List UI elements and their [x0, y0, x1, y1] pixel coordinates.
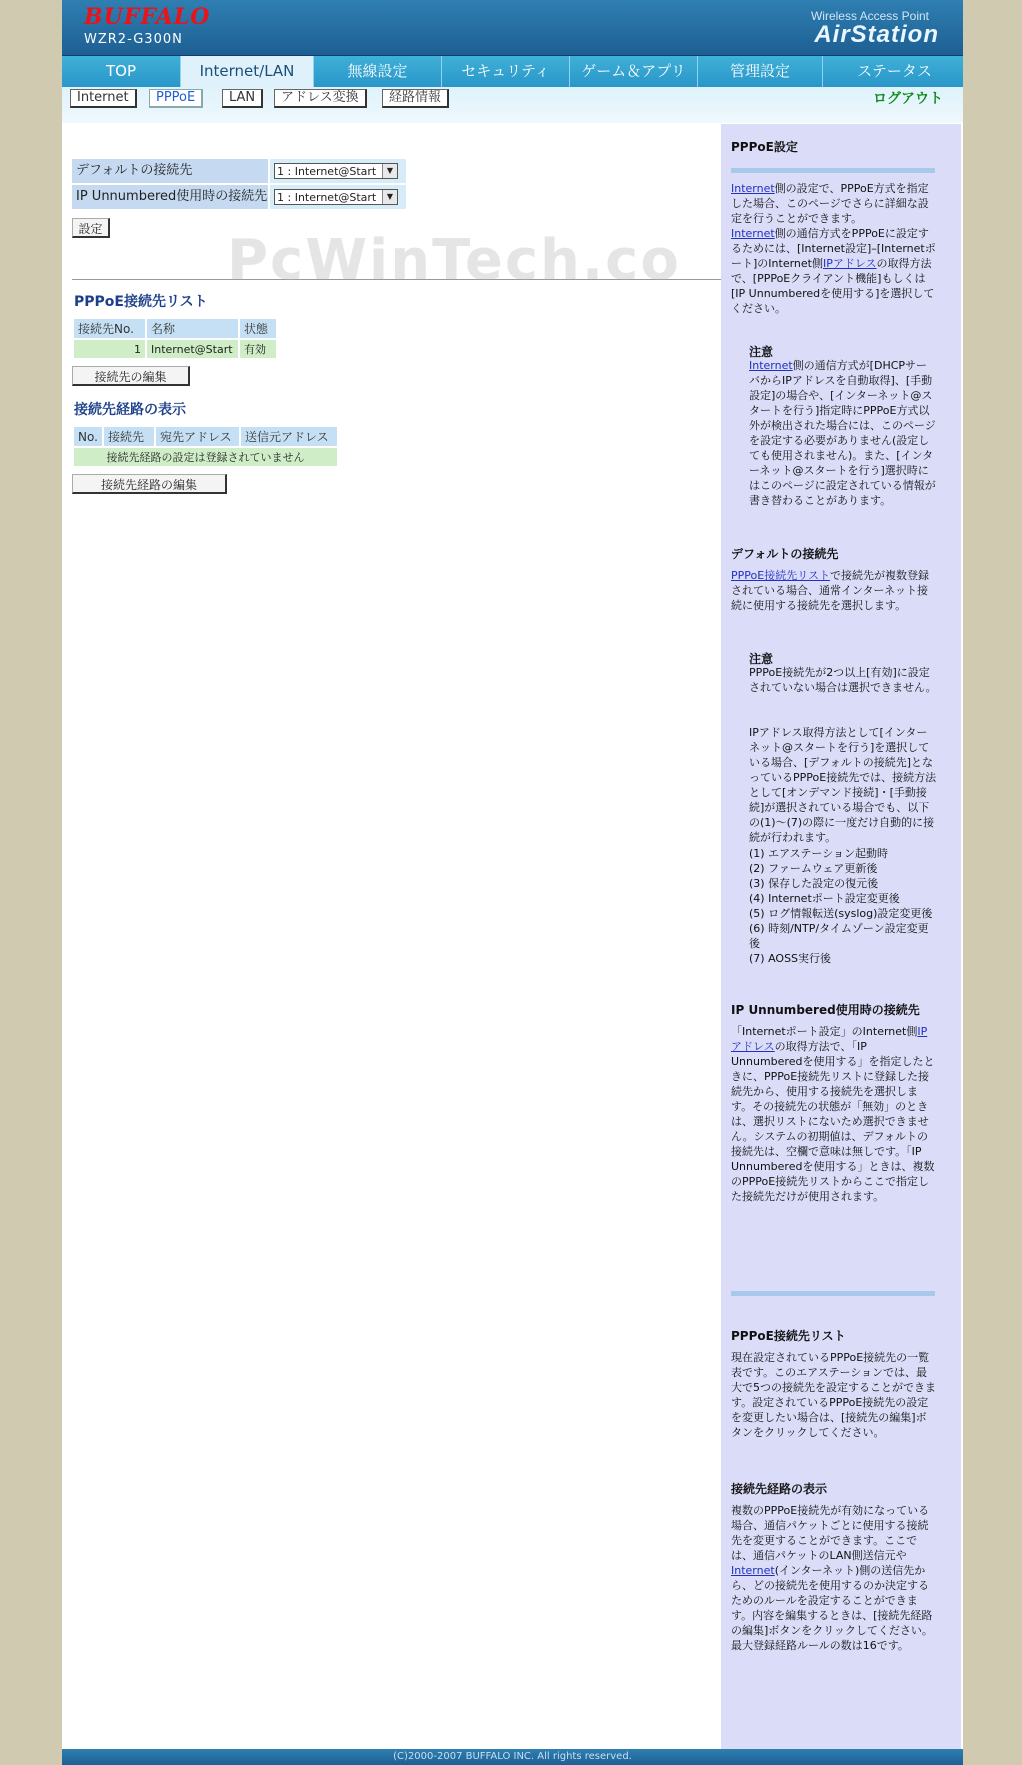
help-text-pppoe [731, 181, 936, 316]
help-text: の取得方法で、「IP Unnumberedを使用する」を指定したときに、PPPoE接続先リストに登録した接続先から、使用する接続先を選択します。その接続先の状態が「無効」のときは、選択リストにないため選択できません。システムの初期値は、デフォルトの接続先は、空欄で意味は無しです。「IP Unnumberedを使用する」ときは、複数のPPPoE接続先リストからここで指定した接続先だけが使用されます。 [731, 1040, 935, 1203]
help-text-pppoe-list: 現在設定されているPPPoE接続先の一覧表です。このエアステーションでは、最大で5つの接続先を設定することができます。設定されているPPPoE接続先の設定を変更したい場合は、[接続先の編集]ボタンをクリックしてください。 [731, 1351, 936, 1439]
ipun-connection-cell [270, 185, 406, 209]
help-note-text: PPPoE接続先が2つ以上[有効]に設定されていない場合は選択できません。 [749, 666, 937, 694]
help-sidebar [721, 124, 961, 1749]
help-link-internet[interactable]: Internet [731, 227, 775, 240]
chevron-down-icon: ▼ [382, 190, 397, 204]
tab-security[interactable]: セキュリティ [442, 56, 570, 87]
help-text: 側の設定で、PPPoE方式を指定した場合、このページでさらに詳細な設定を行うことができます。 [731, 182, 929, 225]
airstation-logo: AirStation [814, 21, 939, 48]
routes-title: 接続先経路の表示 [74, 402, 186, 418]
pppoe-row-status: 有効 [240, 340, 276, 358]
help-link-ip-address[interactable]: IPアドレス [822, 257, 877, 270]
table-row [74, 340, 276, 358]
tab-top[interactable]: TOP [62, 56, 181, 87]
ipun-connection-select[interactable] [274, 189, 398, 205]
subtab-lan[interactable]: LAN [222, 89, 263, 108]
footer-copyright: (C)2000-2007 BUFFALO INC. All rights reserved. [62, 1749, 963, 1765]
default-connection-cell [270, 159, 406, 183]
help-note-text: IPアドレス取得方法として[インターネット@スタートを行う]を選択している場合、[デフォルトの接続先]となっているPPPoE接続先では、接続方法として[オンデマンド接続]・[手動接続]が選択されている場合でも、以下の(1)～(7)の際に一度だけ自動的に接続が行われます。 [749, 726, 937, 844]
ipun-connection-label: IP Unnumbered使用時の接続先 [72, 185, 268, 209]
help-link-internet[interactable]: Internet [731, 182, 775, 195]
logout-link[interactable]: ログアウト [873, 91, 943, 107]
help-text: 複数のPPPoE接続先が有効になっている場合、通信パケットごとに使用する接続先を変更することができます。ここでは、通信パケットのLAN側送信元や [731, 1504, 930, 1562]
pppoe-list-title: PPPoE接続先リスト [74, 294, 208, 310]
subtab-pppoe[interactable]: PPPoE [149, 89, 203, 108]
chevron-down-icon: ▼ [382, 164, 397, 178]
list-item: (1) エアステーション起動時 [749, 847, 888, 860]
help-text: の取得方法で、[PPPoEクライアント機能]もしくは[IP Unnumberedを使用する]を選択してください。 [731, 257, 935, 315]
help-title-pppoe: PPPoE設定 [731, 140, 798, 154]
list-item: (7) AOSS実行後 [749, 952, 832, 965]
help-text-ipun [731, 1024, 936, 1204]
help-note-label: 注意 [749, 652, 774, 666]
help-divider [731, 1291, 935, 1296]
page-frame [62, 0, 963, 1765]
help-title-ipun: IP Unnumbered使用時の接続先 [731, 1003, 920, 1017]
default-connection-value: 1 : Internet@Start [277, 165, 377, 178]
model-name: WZR2-G300N [84, 32, 183, 47]
list-item: (2) ファームウェア更新後 [749, 862, 878, 875]
submit-button[interactable]: 設定 [72, 218, 110, 238]
routes-empty-message: 接続先経路の設定は登録されていません [74, 448, 337, 466]
watermark: PcWinTech.co [227, 228, 681, 293]
routes-header-no: No. [74, 427, 102, 446]
help-title-routes: 接続先経路の表示 [731, 1482, 828, 1496]
ipun-connection-value: 1 : Internet@Start [277, 191, 377, 204]
brand-subtitle: Wireless Access Point [810, 9, 929, 23]
default-connection-label: デフォルトの接続先 [72, 159, 268, 183]
tab-wireless[interactable]: 無線設定 [314, 56, 442, 87]
list-item: (5) ログ情報転送(syslog)設定変更後 [749, 907, 933, 920]
help-title-default: デフォルトの接続先 [731, 547, 839, 561]
subtab-routing[interactable]: 経路情報 [382, 89, 449, 108]
list-item: (6) 時刻/NTP/タイムゾーン設定変更後 [749, 922, 929, 950]
subtab-nat[interactable]: アドレス変換 [274, 89, 367, 108]
help-note-label: 注意 [749, 345, 774, 359]
help-link-pppoe-list[interactable]: PPPoE接続先リスト [731, 569, 830, 582]
tab-game-apps[interactable]: ゲーム＆アプリ [570, 56, 698, 87]
tab-admin[interactable]: 管理設定 [698, 56, 823, 87]
edit-routes-button[interactable]: 接続先経路の編集 [72, 474, 227, 494]
pppoe-row-name: Internet@Start [147, 340, 238, 358]
help-text-routes [731, 1503, 936, 1653]
table-row [74, 448, 337, 466]
routes-table [72, 425, 339, 468]
help-note-text [749, 358, 937, 508]
help-text: 側の通信方式が[DHCPサーバからIPアドレスを自動取得]、[手動設定]の場合や、[インターネット@スタートを行う]指定時にPPPoE方式以外が検出された場合には、このページを設定する必要がありません(設定しても使用されません)。また、[インターネット@スタートを行う]選択時にはこのページに設定されている情報が書き替わることがあります。 [749, 359, 936, 507]
help-title-pppoe-list: PPPoE接続先リスト [731, 1329, 846, 1343]
pppoe-list-header-no: 接続先No. [74, 319, 145, 338]
help-text-default [731, 568, 936, 613]
sub-nav [62, 87, 963, 123]
pppoe-row-no: 1 [74, 340, 145, 358]
header-banner [62, 0, 963, 56]
help-text: (インターネット)側の送信先から、どの接続先を使用するのか決定するためのルールを設定することができます。内容を編集するときは、[接続先経路の編集]ボタンをクリックしてください。最大登録経路ルールの数は16です。 [731, 1564, 933, 1652]
divider [72, 279, 722, 280]
routes-header-dest: 宛先アドレス [156, 427, 239, 446]
default-connection-select[interactable] [274, 163, 398, 179]
subtab-internet[interactable]: Internet [70, 89, 137, 108]
tab-status[interactable]: ステータス [857, 62, 932, 80]
help-link-internet[interactable]: Internet [749, 359, 793, 372]
help-text: 側の通信方式をPPPoEに設定するためには、[Internet設定]–[Internetポート]のInternet側 [731, 227, 936, 270]
pppoe-list-table [72, 317, 278, 360]
help-divider [731, 168, 935, 173]
help-note-list [749, 846, 937, 966]
routes-header-src: 送信元アドレス [241, 427, 337, 446]
help-text: 「Internetポート設定」のInternet側 [731, 1025, 918, 1038]
tab-internet-lan[interactable]: Internet/LAN [181, 56, 314, 87]
help-link-ip-address[interactable]: IPアドレス [731, 1025, 928, 1053]
help-text: で接続先が複数登録されている場合、通常インターネット接続に使用する接続先を選択します。 [731, 569, 929, 612]
routes-header-connection: 接続先 [104, 427, 154, 446]
list-item: (3) 保存した設定の復元後 [749, 877, 879, 890]
pppoe-list-header-status: 状態 [240, 319, 276, 338]
help-link-internet[interactable]: Internet [731, 1564, 775, 1577]
pppoe-list-header-name: 名称 [147, 319, 238, 338]
buffalo-logo: BUFFALO [84, 4, 211, 30]
edit-connection-button[interactable]: 接続先の編集 [72, 366, 190, 386]
main-nav [62, 56, 963, 87]
list-item: (4) Internetポート設定変更後 [749, 892, 900, 905]
